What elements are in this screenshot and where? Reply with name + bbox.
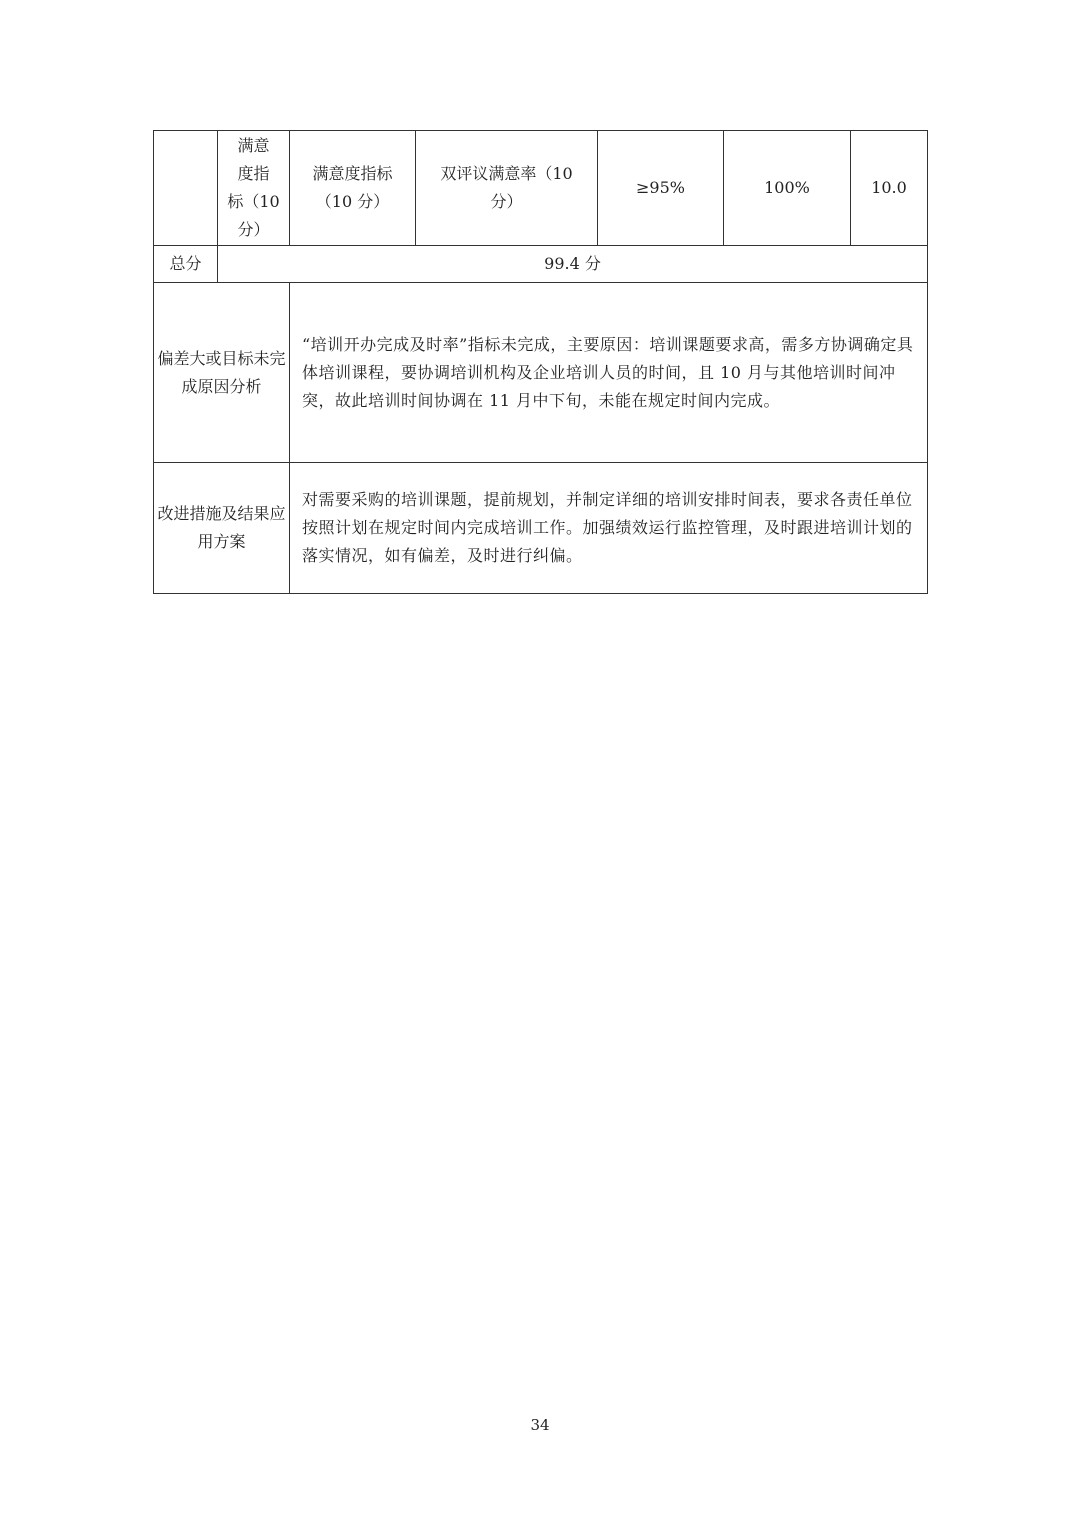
actual-value-cell: 100%: [724, 131, 851, 246]
total-value: 99.4 分: [218, 246, 928, 283]
page-number: 34: [530, 1416, 550, 1434]
target-value-cell: ≥95%: [598, 131, 724, 246]
category-line: 分）: [237, 220, 270, 239]
improvement-label: 改进措施及结果应用方案: [154, 463, 290, 594]
deviation-row: [154, 283, 928, 463]
improvement-row: [154, 463, 928, 594]
performance-table: [153, 130, 928, 594]
category-cell: [218, 131, 290, 246]
category-line: 满意: [237, 136, 270, 155]
subcategory-line: （10 分）: [315, 192, 390, 211]
category-line: 度指: [237, 164, 270, 183]
deviation-text: “培训开办完成及时率”指标未完成，主要原因：培训课题要求高，需多方协调确定具体培训课程，要协调培训机构及企业培训人员的时间，且 10 月与其他培训时间冲突，故此培训时间协调在 11 月中下旬，未能在规定时间内完成。: [290, 283, 928, 463]
category-line: 标（10: [227, 192, 280, 211]
subcategory-line: 满意度指标: [312, 164, 393, 183]
total-label: 总分: [154, 246, 218, 283]
improvement-text: 对需要采购的培训课题，提前规划，并制定详细的培训安排时间表，要求各责任单位按照计划在规定时间内完成培训工作。加强绩效运行监控管理，及时跟进培训计划的落实情况，如有偏差，及时进行纠偏。: [290, 463, 928, 594]
subcategory-cell: [290, 131, 416, 246]
indicator-cell: [416, 131, 598, 246]
indicator-line: 分）: [490, 192, 523, 211]
total-row: [154, 246, 928, 283]
indicator-line: 双评议满意率（10: [440, 164, 573, 183]
score-cell: 10.0: [851, 131, 928, 246]
deviation-label: 偏差大或目标未完成原因分析: [154, 283, 290, 463]
satisfaction-row: [154, 131, 928, 246]
empty-cell: [154, 131, 218, 246]
